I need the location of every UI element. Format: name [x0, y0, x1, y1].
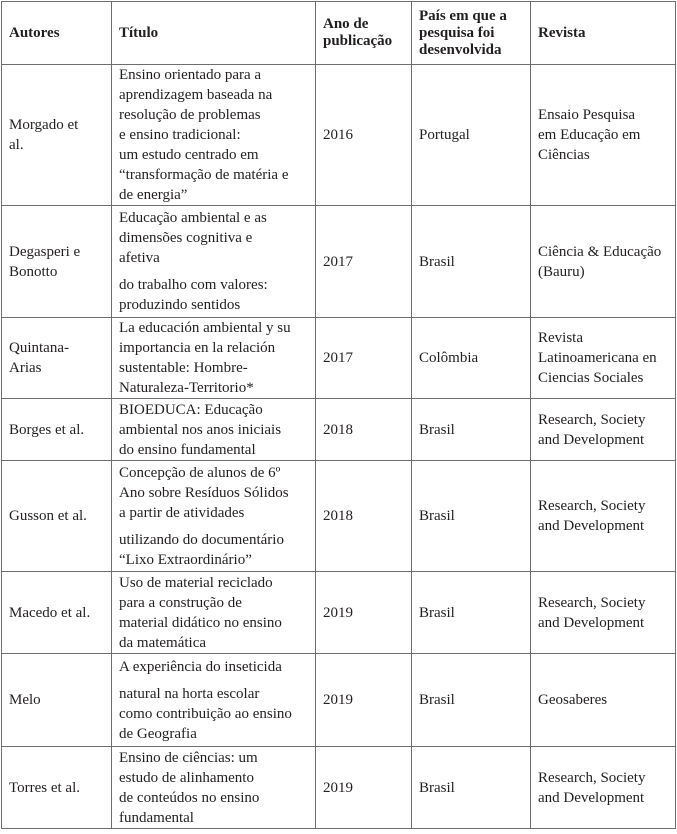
- cell-pais: Brasil: [412, 572, 531, 654]
- cell-pais: Brasil: [412, 461, 531, 572]
- table-row: [2, 399, 676, 461]
- header-revista: Revista: [531, 2, 676, 65]
- cell-autores: Morgado et al.: [2, 65, 112, 206]
- cell-titulo: Uso de material reciclado para a construção de material didático no ensino da matemática: [112, 572, 316, 654]
- studies-table: [1, 1, 676, 829]
- cell-revista: Revista Latinoamericana en Ciencias Sociales: [531, 318, 676, 399]
- cell-pais: Portugal: [412, 65, 531, 206]
- table-row: [2, 65, 676, 206]
- cell-ano: 2017: [316, 206, 412, 318]
- cell-pais: Brasil: [412, 654, 531, 747]
- cell-autores: Gusson et al.: [2, 461, 112, 572]
- cell-autores: Melo: [2, 654, 112, 747]
- cell-titulo: Concepção de alunos de 6º Ano sobre Resíduos Sólidos a partir de atividades utilizando do documentário “Lixo Extraordinário”: [112, 461, 316, 572]
- cell-pais: Brasil: [412, 206, 531, 318]
- cell-pais: Brasil: [412, 747, 531, 829]
- table-row: [2, 318, 676, 399]
- cell-titulo: BIOEDUCA: Educação ambiental nos anos iniciais do ensino fundamental: [112, 399, 316, 461]
- cell-revista: Geosaberes: [531, 654, 676, 747]
- header-titulo: Título: [112, 2, 316, 65]
- cell-revista: Research, Society and Development: [531, 747, 676, 829]
- header-autores: Autores: [2, 2, 112, 65]
- header-pais: País em que a pesquisa foi desenvolvida: [412, 2, 531, 65]
- cell-ano: 2019: [316, 572, 412, 654]
- cell-pais: Brasil: [412, 399, 531, 461]
- cell-titulo: Educação ambiental e as dimensões cognitiva e afetiva do trabalho com valores: produzindo sentidos: [112, 206, 316, 318]
- cell-autores: Borges et al.: [2, 399, 112, 461]
- cell-titulo: Ensino de ciências: um estudo de alinhamento de conteúdos no ensino fundamental: [112, 747, 316, 829]
- table-row: [2, 747, 676, 829]
- cell-autores: Macedo et al.: [2, 572, 112, 654]
- cell-revista: Research, Society and Development: [531, 461, 676, 572]
- cell-titulo: A experiência do inseticida natural na horta escolar como contribuição ao ensino de Geografia: [112, 654, 316, 747]
- cell-pais: Colômbia: [412, 318, 531, 399]
- table-row: [2, 461, 676, 572]
- cell-ano: 2019: [316, 747, 412, 829]
- cell-revista: Ciência & Educação (Bauru): [531, 206, 676, 318]
- table-row: [2, 654, 676, 747]
- table-row: [2, 572, 676, 654]
- cell-ano: 2017: [316, 318, 412, 399]
- cell-ano: 2018: [316, 461, 412, 572]
- cell-ano: 2019: [316, 654, 412, 747]
- cell-autores: Quintana- Arias: [2, 318, 112, 399]
- cell-revista: Ensaio Pesquisa em Educação em Ciências: [531, 65, 676, 206]
- cell-ano: 2016: [316, 65, 412, 206]
- table-row: [2, 206, 676, 318]
- cell-titulo: La educación ambiental y su importancia en la relación sustentable: Hombre- Naturaleza-Territorio*: [112, 318, 316, 399]
- cell-ano: 2018: [316, 399, 412, 461]
- cell-titulo: Ensino orientado para a aprendizagem baseada na resolução de problemas e ensino tradicional: um estudo centrado em “transformação de matéria e de energia”: [112, 65, 316, 206]
- header-ano: Ano de publicação: [316, 2, 412, 65]
- cell-revista: Research, Society and Development: [531, 399, 676, 461]
- cell-autores: Degasperi e Bonotto: [2, 206, 112, 318]
- cell-revista: Research, Society and Development: [531, 572, 676, 654]
- cell-autores: Torres et al.: [2, 747, 112, 829]
- header-row: [2, 2, 676, 65]
